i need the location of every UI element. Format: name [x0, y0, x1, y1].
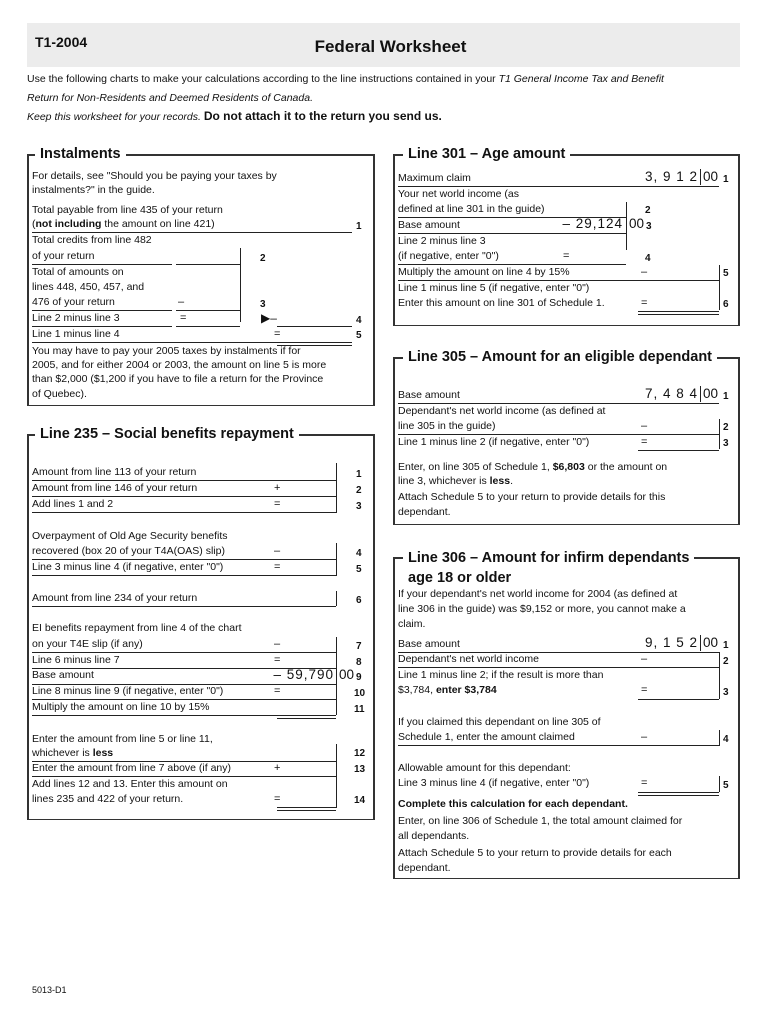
line235-row10-label: Line 8 minus line 9 (if negative, enter "0")	[32, 685, 224, 697]
line305-note-3: Attach Schedule 5 to your return to provide details for this	[398, 491, 666, 503]
instalments-title: Instalments	[35, 145, 126, 163]
line235-row7-label-b: on your T4E slip (if any)	[32, 638, 143, 650]
line301-max-cents: 00	[700, 169, 718, 185]
line235-row3-label: Add lines 1 and 2	[32, 498, 114, 510]
instalments-desc-1: For details, see "Should you be paying your taxes by	[32, 170, 277, 182]
instalments-line2-field[interactable]	[176, 264, 240, 265]
line305-row2-label-a: Dependant's net world income (as defined at	[398, 405, 606, 417]
line305-note-4: dependant.	[398, 506, 451, 518]
line306-note-3: all dependants.	[398, 830, 470, 842]
line306-row2-label: Dependant's net world income	[398, 653, 539, 665]
line301-row4-label-a: Line 2 minus line 3	[398, 235, 486, 247]
line235-row5-label: Line 3 minus line 4 (if negative, enter "0")	[32, 561, 224, 573]
page-title: Federal Worksheet	[314, 37, 467, 56]
line301-row5-label: Multiply the amount on line 4 by 15%	[398, 266, 570, 278]
line306-row4-label-b: Schedule 1, enter the amount claimed	[398, 731, 575, 743]
instalments-row1-label-a: Total payable from line 435 of your return	[32, 204, 223, 216]
line301-row4-label-b: (if negative, enter "0")	[398, 250, 499, 262]
line305-row3-label: Line 1 minus line 2 (if negative, enter "0")	[398, 436, 590, 448]
instalments-row2-label-b: of your return	[32, 250, 95, 262]
line235-row13-label: Enter the amount from line 7 above (if any)	[32, 762, 232, 774]
line301-row6-label-b: Enter this amount on line 301 of Schedule 1.	[398, 297, 605, 309]
line306-row1-label: Base amount	[398, 638, 460, 650]
line306-note-5: dependant.	[398, 862, 451, 874]
line235-row7-label-a: EI benefits repayment from line 4 of the chart	[32, 622, 242, 634]
instalments-note-4: of Quebec).	[32, 388, 87, 400]
line305-title: Line 305 – Amount for an eligible dependant	[403, 348, 717, 366]
line306-row4-label-a: If you claimed this dependant on line 305 of	[398, 716, 601, 728]
line235-row14-label-a: Add lines 12 and 13. Enter this amount on	[32, 778, 228, 790]
instalments-note-1: You may have to pay your 2005 taxes by instalments if for	[32, 345, 301, 357]
intro-line-2: Return for Non-Residents and Deemed Residents of Canada.	[27, 92, 313, 104]
line306-note-4: Attach Schedule 5 to your return to provide details for each	[398, 847, 672, 859]
line306-base-amount: 9, 1 5 2	[644, 635, 698, 650]
line301-max-amount: 3, 9 1 2	[644, 169, 698, 184]
line306-title: Line 306 – Amount for infirm dependants age 18 or older	[403, 548, 694, 588]
line235-base-amount: – 59,790	[273, 667, 334, 682]
instalments-row1-label-b: (not including the amount on line 421)	[32, 218, 215, 230]
line301-row2-label-b: defined at line 301 in the guide)	[398, 203, 545, 215]
line306-note-2: Enter, on line 306 of Schedule 1, the total amount claimed for	[398, 815, 683, 827]
line305-row1-label: Base amount	[398, 389, 460, 401]
intro-line-3: Keep this worksheet for your records. Do not attach it to the return you send us.	[27, 109, 442, 123]
line301-base-cents: 00	[626, 216, 644, 232]
line305-row2-label-b: line 305 in the guide)	[398, 420, 496, 432]
instalments-line1-field[interactable]	[277, 232, 352, 233]
line235-row8-label: Line 6 minus line 7	[32, 654, 120, 666]
instalments-row4-label: Line 2 minus line 3	[32, 312, 120, 324]
form-code: 5013-D1	[32, 985, 67, 995]
form-header	[27, 23, 740, 67]
line235-row12-label-a: Enter the amount from line 5 or line 11,	[32, 733, 213, 745]
instalments-row5-label: Line 1 minus line 4	[32, 328, 120, 340]
line235-row14-label-b: lines 235 and 422 of your return.	[32, 793, 184, 805]
line235-row2-label: Amount from line 146 of your return	[32, 482, 198, 494]
line306-desc-2: line 306 in the guide) was $9,152 or more, you cannot make a	[398, 603, 686, 615]
line235-row1-label: Amount from line 113 of your return	[32, 466, 197, 478]
line235-title: Line 235 – Social benefits repayment	[35, 425, 299, 443]
line301-row2-label-a: Your net world income (as	[398, 188, 520, 200]
line306-desc-1: If your dependant's net world income for 2004 (as defined at	[398, 588, 678, 600]
line306-base-cents: 00	[700, 635, 718, 651]
intro-line-1: Use the following charts to make your calculations according to the line instructions contained in your T1 General Income Tax and Benefit	[27, 73, 664, 85]
line301-row1-label: Maximum claim	[398, 172, 471, 184]
line235-row9-label: Base amount	[32, 669, 94, 681]
line235-row4-label-b: recovered (box 20 of your T4A(OAS) slip)	[32, 545, 225, 557]
line301-title: Line 301 – Age amount	[403, 145, 570, 163]
instalments-row3-label-b: lines 448, 450, 457, and	[32, 281, 145, 293]
instalments-desc-2: instalments?" in the guide.	[32, 184, 155, 196]
line305-note-1: Enter, on line 305 of Schedule 1, $6,803 or the amount on	[398, 461, 668, 473]
line301-base-amount: – 29,124	[562, 216, 623, 231]
line306-note-1: Complete this calculation for each dependant.	[398, 798, 628, 810]
line306-desc-3: claim.	[398, 618, 426, 630]
instalments-row3-label-a: Total of amounts on	[32, 266, 124, 278]
line305-note-2: line 3, whichever is less.	[398, 475, 513, 487]
line305-base-amount: 7, 4 8 4	[644, 386, 698, 401]
line235-base-cents: 00	[336, 667, 354, 683]
arrow-right-icon: ▶–	[261, 311, 277, 325]
form-id: T1-2004	[35, 34, 88, 50]
instalments-line4-field[interactable]	[277, 326, 352, 327]
instalments-row3-label-c: 476 of your return	[32, 296, 115, 308]
line301-row3-label: Base amount	[398, 219, 460, 231]
line235-row11-label: Multiply the amount on line 10 by 15%	[32, 701, 210, 713]
line301-row6-label-a: Line 1 minus line 5 (if negative, enter "0")	[398, 282, 590, 294]
line235-row6-label: Amount from line 234 of your return	[32, 592, 198, 604]
line306-row3-label-a: Line 1 minus line 2; if the result is more than	[398, 669, 604, 681]
line305-base-cents: 00	[700, 386, 718, 402]
instalments-note-2: 2005, and for either 2004 or 2003, the amount on line 5 is more	[32, 359, 327, 371]
line235-row4-label-a: Overpayment of Old Age Security benefits	[32, 530, 228, 542]
line306-row5-label-a: Allowable amount for this dependant:	[398, 762, 571, 774]
instalments-note-3: than $2,000 ($1,200 if you have to file a return for the Province	[32, 373, 324, 385]
line235-row12-label-b: whichever is less	[32, 747, 114, 759]
line306-row5-label-b: Line 3 minus line 4 (if negative, enter "0")	[398, 777, 590, 789]
instalments-line5-field[interactable]	[277, 342, 352, 343]
line306-row3-label-b: $3,784, enter $3,784	[398, 684, 497, 696]
instalments-row2-label-a: Total credits from line 482	[32, 234, 152, 246]
